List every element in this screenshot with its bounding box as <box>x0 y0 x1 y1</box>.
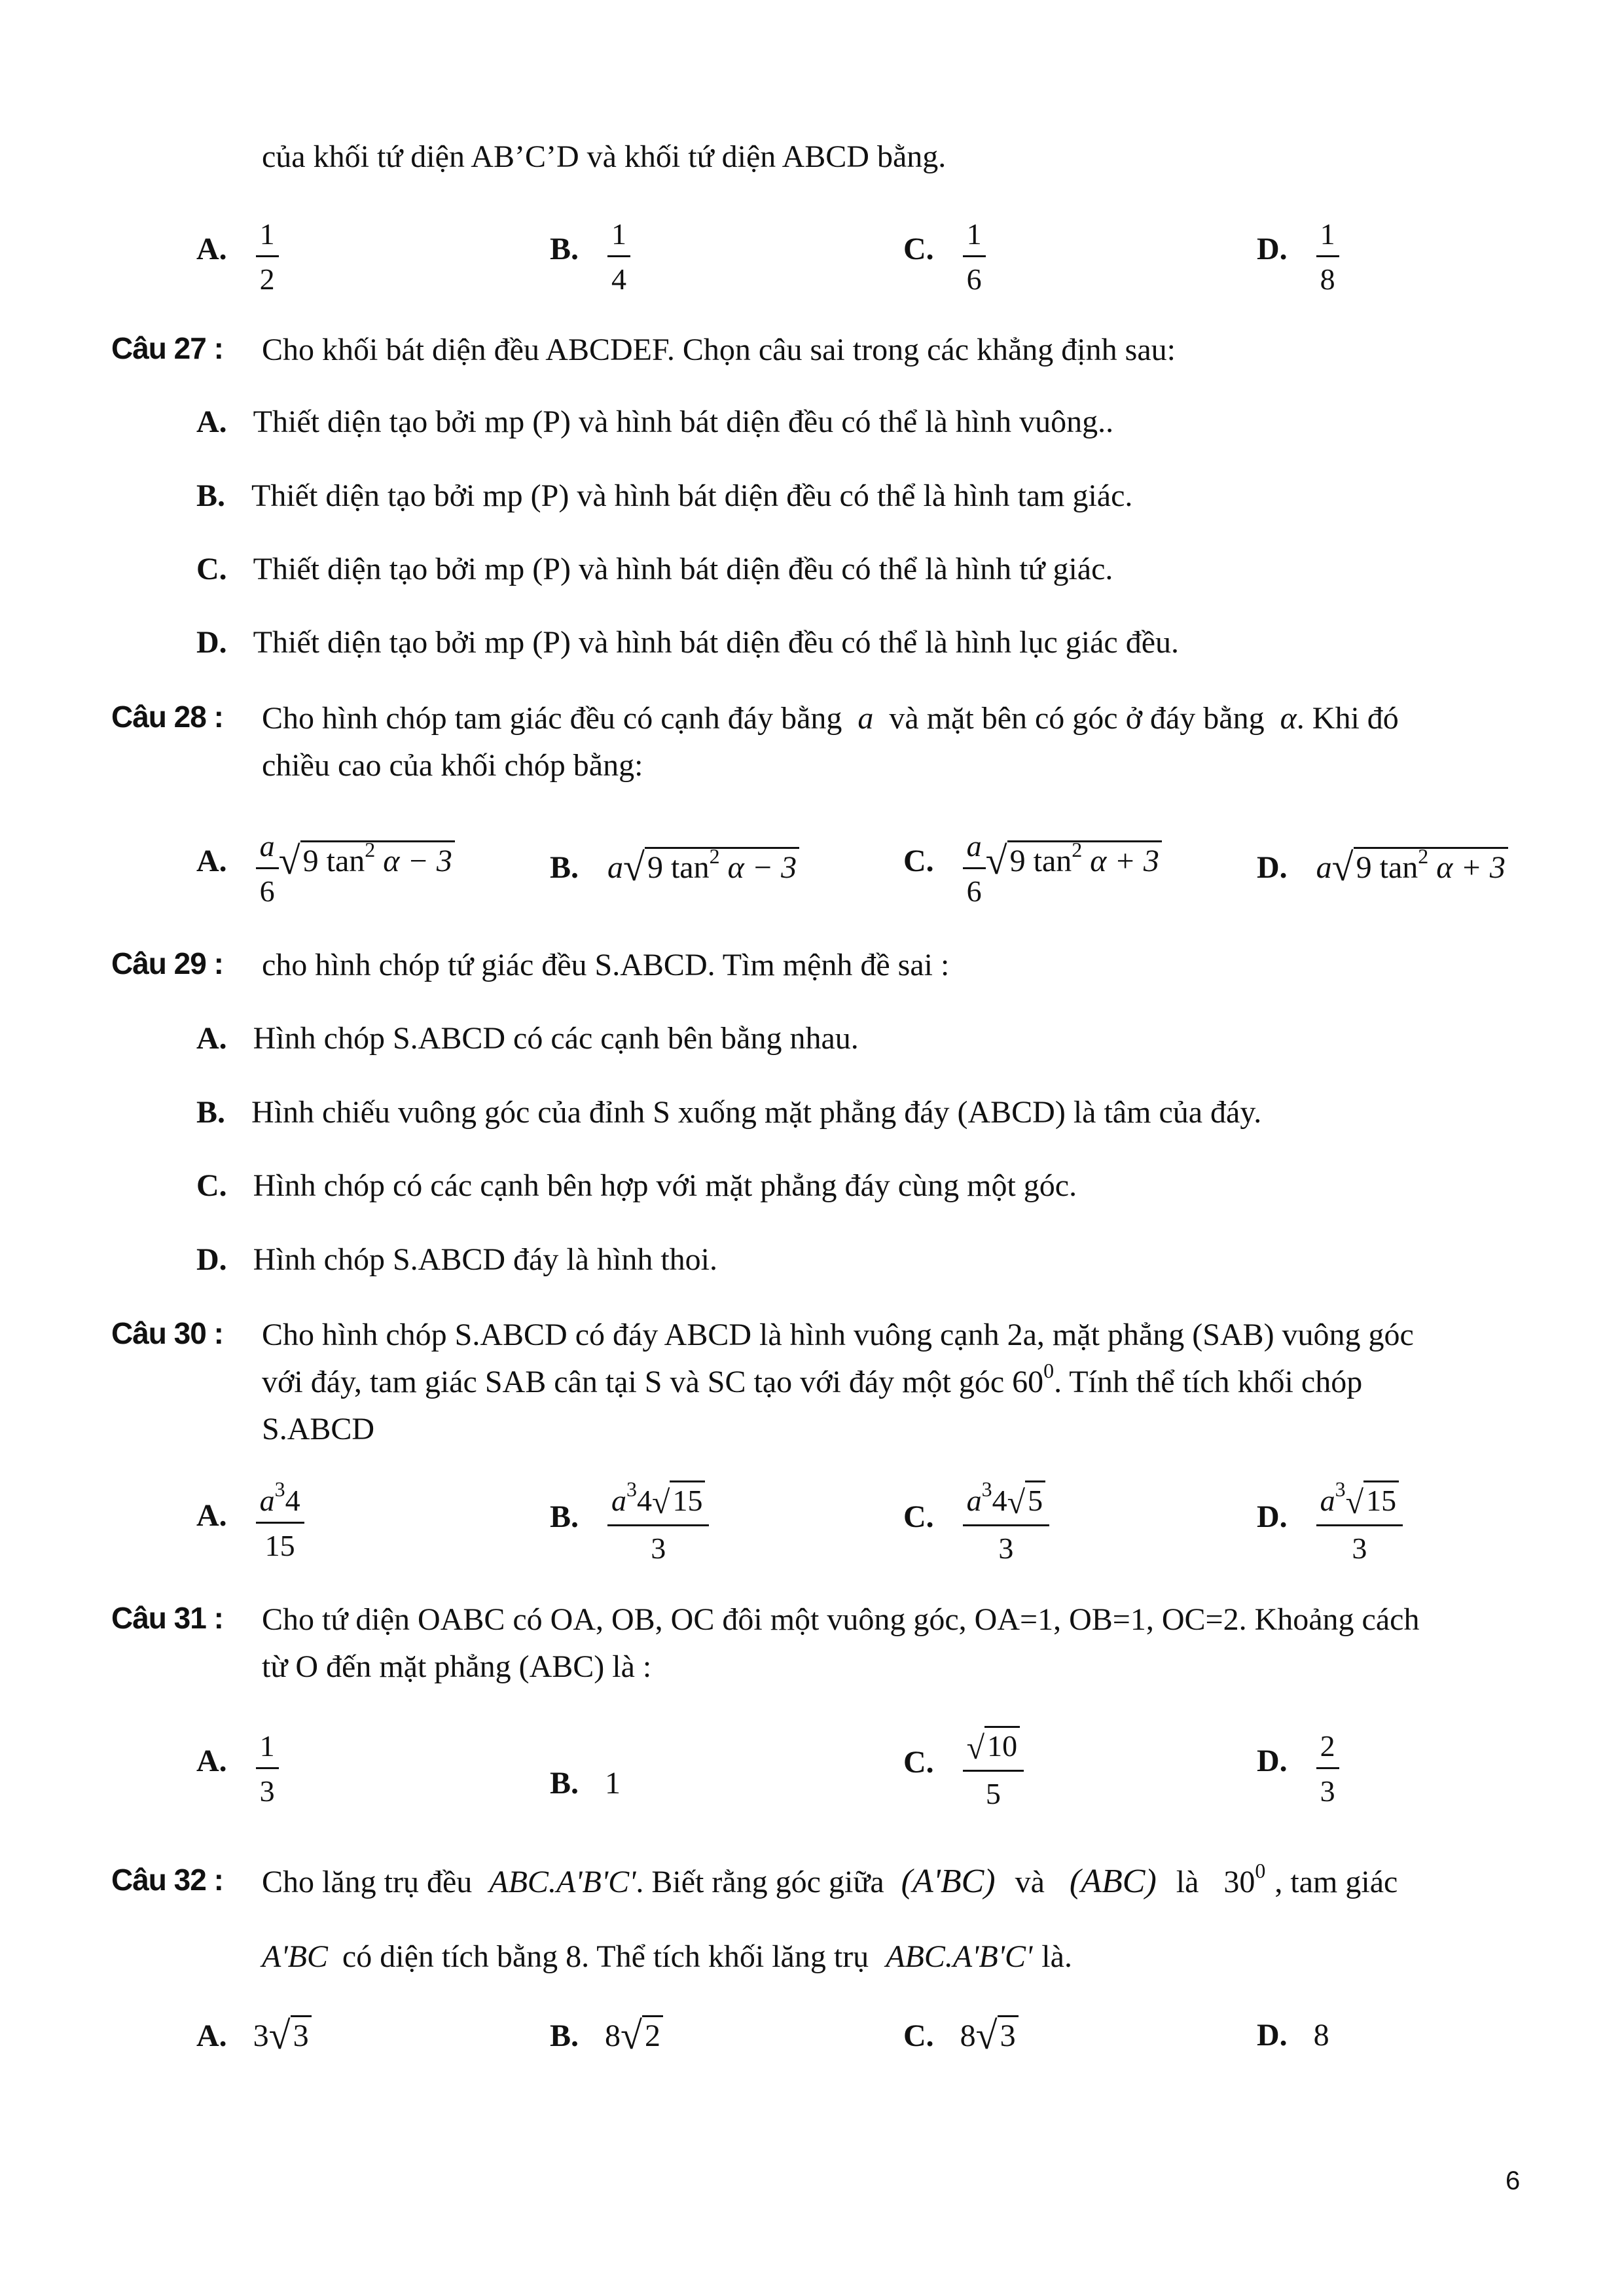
q31-text-line2: từ O đến mặt phẳng (ABC) là : <box>262 1649 652 1684</box>
q32-option-a[interactable]: A. 3√3 <box>196 2016 312 2056</box>
q28-option-a[interactable]: A. $\frac{a}{6}$ √9 $\tan^2 \alpha - 3$ <box>196 828 455 910</box>
fraction: $\frac{1}{6}$ <box>963 216 986 298</box>
q27-text: Cho khối bát diện đều ABCDEF. Chọn câu sai trong các khẳng định sau: <box>262 332 1176 367</box>
q30-option-a[interactable]: A. $\frac{a^34}{15}$ <box>196 1482 304 1564</box>
q27-option-c[interactable]: C. Thiết diện tạo bởi mp (P) và hình bát diện đều có thể là hình tứ giác. <box>196 552 1113 586</box>
q27-option-d[interactable]: D. Thiết diện tạo bởi mp (P) và hình bát diện đều có thể là hình lục giác đều. <box>196 625 1180 660</box>
q32-option-d[interactable]: D. 8 <box>1257 2018 1329 2053</box>
q26-option-b[interactable] <box>550 216 630 298</box>
option-label: B. <box>550 232 579 267</box>
q27-label: Câu 27 : <box>111 331 223 365</box>
q29-text: cho hình chóp tứ giác đều S.ABCD. Tìm mệnh đề sai : <box>262 948 950 982</box>
q32-text-line2: A'BC có diện tích bằng 8. Thể tích khối lăng trụ ABC.A'B'C' là. <box>262 1939 1072 1974</box>
q26-option-a[interactable] <box>196 216 279 298</box>
q27-option-a[interactable]: A. Thiết diện tạo bởi mp (P) và hình bát diện đều có thể là hình vuông.. <box>196 404 1114 439</box>
q28-option-c[interactable]: C. $\frac{a}{6}$ √9 $\tan^2 \alpha + 3$ <box>903 828 1162 910</box>
q32-option-c[interactable]: C. 8√3 <box>903 2016 1019 2056</box>
q30-option-c[interactable]: C. $\frac{a^34√5}{3}$ <box>903 1482 1049 1567</box>
q31-label: Câu 31 : <box>111 1601 223 1635</box>
q32-label: Câu 32 : <box>111 1863 223 1897</box>
fraction: $\frac{1}{8}$ <box>1316 216 1339 298</box>
q27-option-b[interactable]: B. Thiết diện tạo bởi mp (P) và hình bát diện đều có thể là hình tam giác. <box>196 478 1133 513</box>
q28-text-line2: chiều cao của khối chóp bằng: <box>262 748 643 783</box>
q31-option-b[interactable]: B. 1 <box>550 1766 621 1801</box>
q32-option-b[interactable]: B. 8√2 <box>550 2016 663 2056</box>
q28-text-line1: Cho hình chóp tam giác đều có cạnh đáy bằng a và mặt bên có góc ở đáy bằng α. Khi đó <box>262 701 1399 736</box>
q30-label: Câu 30 : <box>111 1316 223 1350</box>
q29-option-b[interactable]: B. Hình chiếu vuông góc của đỉnh S xuống mặt phẳng đáy (ABCD) là tâm của đáy. <box>196 1095 1262 1130</box>
q26-option-d[interactable] <box>1257 216 1339 298</box>
q29-option-d[interactable]: D. Hình chóp S.ABCD đáy là hình thoi. <box>196 1242 717 1277</box>
q30-text-line3: S.ABCD <box>262 1412 375 1446</box>
option-label: C. <box>903 232 934 267</box>
q30-text-line2: với đáy, tam giác SAB cân tại S và SC tạo với đáy một góc $60^0$. Tính thể tích khối chóp <box>262 1359 1363 1399</box>
q31-option-a[interactable]: A. $\frac{1}{3}$ <box>196 1728 279 1810</box>
q29-label: Câu 29 : <box>111 946 223 980</box>
option-label: D. <box>1257 232 1288 267</box>
q29-option-c[interactable]: C. Hình chóp có các cạnh bên hợp với mặt phẳng đáy cùng một góc. <box>196 1168 1077 1203</box>
q26-option-c[interactable] <box>903 216 986 298</box>
option-label: A. <box>196 232 227 267</box>
q29-option-a[interactable]: A. Hình chóp S.ABCD có các cạnh bên bằng nhau. <box>196 1021 859 1056</box>
q31-option-d[interactable]: D. $\frac{2}{3}$ <box>1257 1728 1339 1810</box>
page-number: 6 <box>1506 2166 1521 2195</box>
q30-option-b[interactable]: B. $\frac{a^34√15}{3}$ <box>550 1482 709 1567</box>
q31-option-c[interactable]: C. $\frac{√10}{5}$ <box>903 1728 1024 1812</box>
q26-continuation-text: của khối tứ diện AB’C’D và khối tứ diện ABCD bằng. <box>262 139 947 174</box>
q31-text-line1: Cho tứ diện OABC có OA, OB, OC đôi một vuông góc, OA=1, OB=1, OC=2. Khoảng cách <box>262 1602 1420 1637</box>
fraction: $\frac{1}{4}$ <box>607 216 630 298</box>
q28-label: Câu 28 : <box>111 700 223 734</box>
q30-text-line1: Cho hình chóp S.ABCD có đáy ABCD là hình vuông cạnh 2a, mặt phẳng (SAB) vuông góc <box>262 1318 1414 1352</box>
fraction: $\frac{1}{2}$ <box>256 216 279 298</box>
q28-option-b[interactable]: B. a√9 $\tan^2 \alpha - 3$ <box>550 848 799 887</box>
q30-option-d[interactable]: D. $\frac{a^3√15}{3}$ <box>1257 1482 1403 1567</box>
q32-text-line1: Cho lăng trụ đều ABC.A'B'C'. Biết rằng góc giữa (A'BC) và (ABC) là $30^0$ , tam giác <box>262 1859 1398 1900</box>
q28-option-d[interactable]: D. a√9 $\tan^2 \alpha + 3$ <box>1257 848 1508 887</box>
